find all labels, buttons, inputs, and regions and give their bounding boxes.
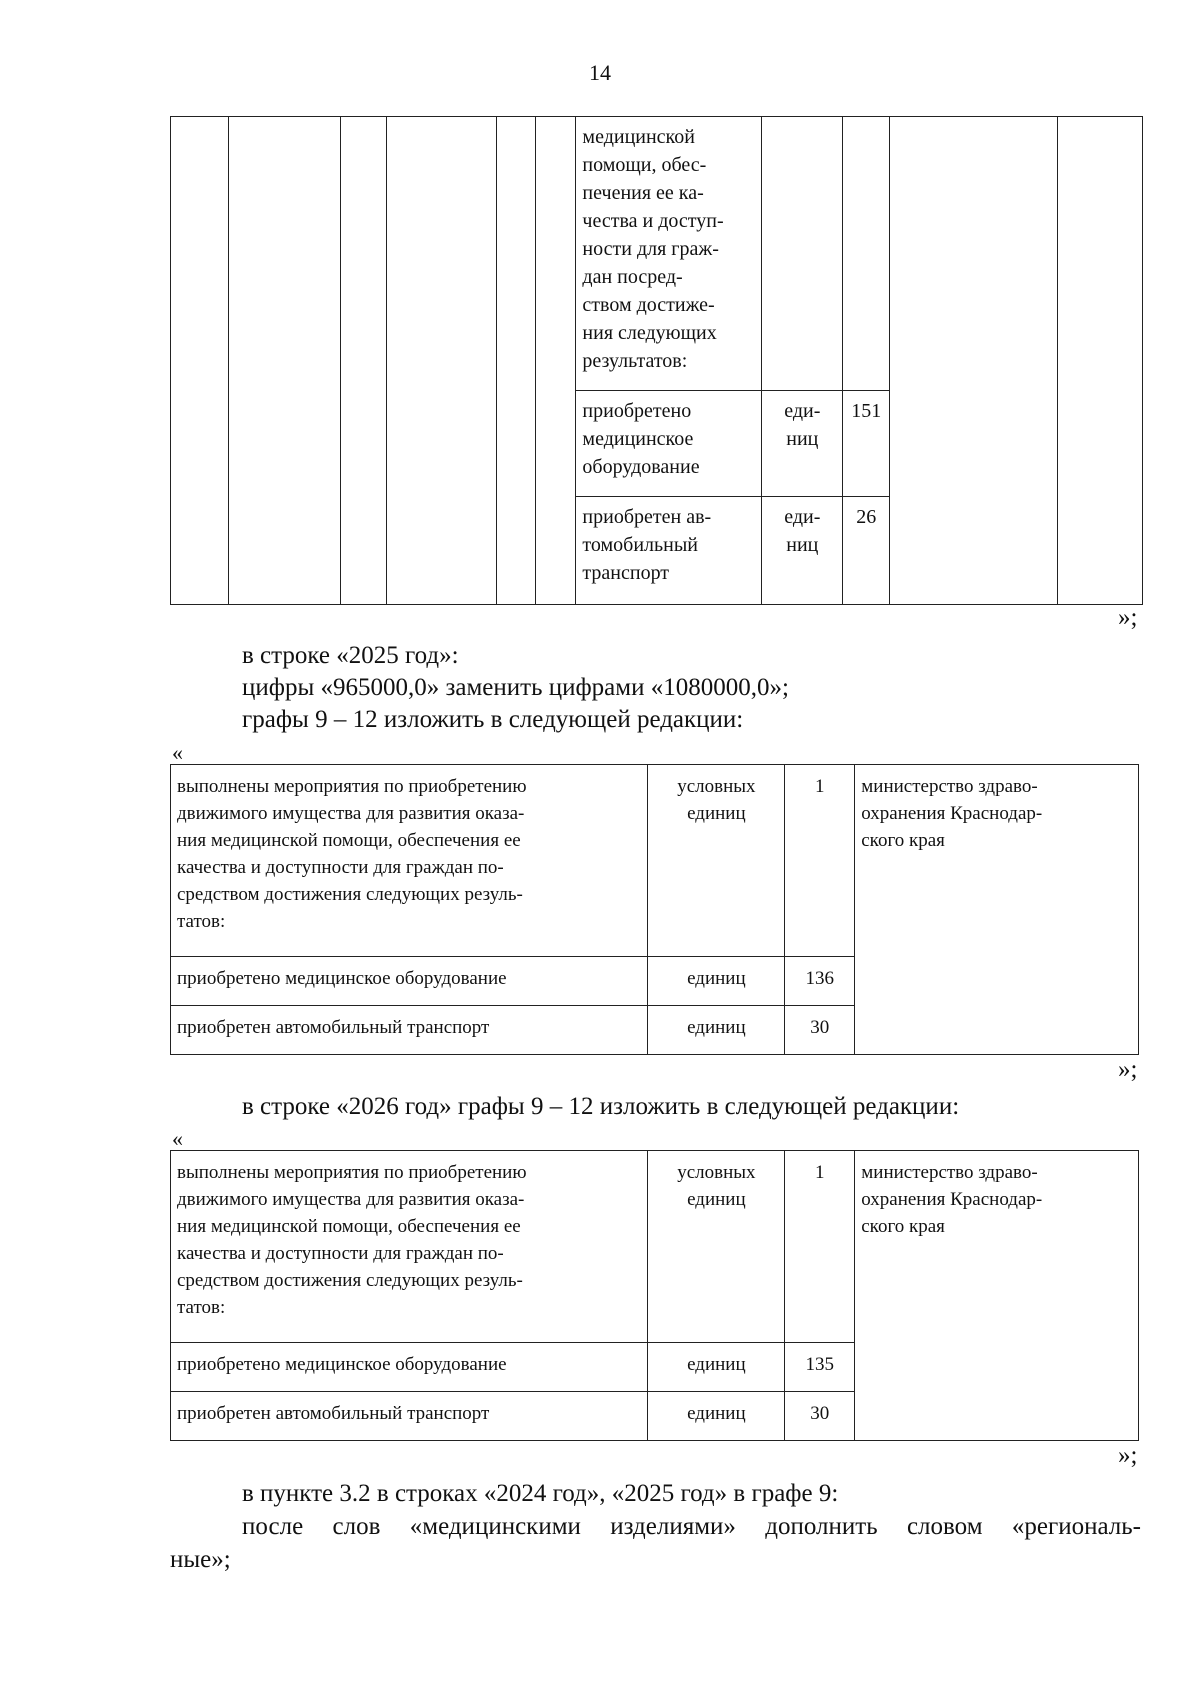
opening-quote: « [172,740,183,765]
table-cell-col3 [340,117,386,605]
row-value: 151 [851,400,882,422]
table-cell-col10 [890,117,1058,605]
row-label: приобретено медицинское оборудование [177,968,507,989]
unit-line: ниц [786,428,819,450]
main-line: качества и доступности для граждан по- [177,857,504,878]
row-label-line: оборудование [582,456,700,478]
table-cell-unit [648,1006,785,1055]
row-value: 30 [810,1403,830,1424]
table-cell-label [576,391,762,497]
executor-line: охранения Краснодар- [861,1189,1043,1210]
table-cell-value-empty [843,117,890,391]
row-label-line: приобретен ав- [582,506,712,528]
table-cell-unit [648,957,785,1006]
intro-line: ством достиже- [582,294,715,316]
executor-line: министерство здраво- [861,776,1038,797]
table-cell-value [843,391,890,497]
intro-line: ности для граж- [582,238,719,260]
table-cell-executor [855,1151,1139,1441]
row-unit: единиц [687,1354,746,1375]
table-cell-col6 [536,117,576,605]
closing-quote: »; [1118,1056,1138,1083]
paragraph-line: в строке «2026 год» графы 9 – 12 изложить в следующей редакции: [242,1093,960,1120]
table-cell-col11 [1058,117,1143,605]
row-value: 30 [810,1017,830,1038]
continuation-table [170,116,1143,605]
executor-line: ского края [861,1216,945,1237]
executor-line: министерство здраво- [861,1162,1038,1183]
row-unit: единиц [687,968,746,989]
paragraph-line: ные»; [170,1546,231,1573]
closing-quote: »; [1118,1442,1138,1469]
row-value: 136 [805,968,835,989]
intro-line: помощи, обес- [582,154,707,176]
opening-quote: « [172,1126,183,1151]
intro-line: медицинской [582,126,695,148]
executor-line: охранения Краснодар- [861,803,1043,824]
main-line: ния медицинской помощи, обеспечения ее [177,830,521,851]
table-cell-value [785,1151,855,1343]
paragraph-line: в строке «2025 год»: [242,642,459,669]
table-cell-unit [648,1151,785,1343]
row-value: 135 [805,1354,835,1375]
table-cell-label [171,1392,648,1441]
main-line: татов: [177,911,226,932]
unit-line: еди- [784,506,821,528]
intro-line: ния следующих [582,322,717,344]
main-line: движимого имущества для развития оказа- [177,803,525,824]
main-line: выполнены мероприятия по приобретению [177,776,527,797]
table-cell-value [843,497,890,605]
table-cell-value [785,1343,855,1392]
table-cell-col5 [496,117,536,605]
table-cell-unit [648,1392,785,1441]
table-cell-col2 [228,117,340,605]
table-cell-value [785,765,855,957]
unit-line: единиц [687,1189,746,1210]
table-cell-executor [855,765,1139,1055]
table-cell-value [785,1006,855,1055]
intro-line: результатов: [582,350,688,372]
page-number: 14 [589,60,611,85]
row-unit: единиц [687,1403,746,1424]
paragraph-line: цифры «965000,0» заменить цифрами «1080000,0»; [242,674,789,701]
table-cell-col4 [386,117,496,605]
table-2025 [170,764,1139,1055]
row-value: 26 [856,506,877,528]
row-label-line: транспорт [582,562,670,584]
main-line: ния медицинской помощи, обеспечения ее [177,1216,521,1237]
intro-line: чества и доступ- [582,210,724,232]
intro-line: дан посред- [582,266,683,288]
main-line: качества и доступности для граждан по- [177,1243,504,1264]
unit-line: условных [677,1162,756,1183]
row-label-line: медицинское [582,428,694,450]
row-label-line: томобильный [582,534,698,556]
row-label: приобретен автомобильный транспорт [177,1017,490,1038]
unit-line: условных [677,776,756,797]
table-cell-label [171,1006,648,1055]
table-cell-col1 [171,117,229,605]
table-cell-unit [648,765,785,957]
table-cell-value [785,957,855,1006]
main-line: выполнены мероприятия по приобретению [177,1162,527,1183]
table-cell-unit [648,1343,785,1392]
table-cell-unit-empty [762,117,843,391]
table-cell-main [171,765,648,957]
table-cell-label [171,1343,648,1392]
main-line: татов: [177,1297,226,1318]
main-value: 1 [815,776,825,797]
table-cell-intro [576,117,762,391]
row-label-line: приобретено [582,400,692,422]
unit-line: единиц [687,803,746,824]
main-line: движимого имущества для развития оказа- [177,1189,525,1210]
table-cell-label [171,957,648,1006]
executor-line: ского края [861,830,945,851]
table-2026 [170,1150,1139,1441]
paragraph-line: графы 9 – 12 изложить в следующей редакции: [242,706,744,733]
closing-quote: »; [1118,604,1138,631]
table-cell-label [576,497,762,605]
paragraph-line: после слов «медицинскими изделиями» дополнить словом «региональ- [242,1513,1141,1540]
table-cell-unit [762,497,843,605]
paragraph-line: в пункте 3.2 в строках «2024 год», «2025 год» в графе 9: [242,1480,839,1507]
row-unit: единиц [687,1017,746,1038]
table-cell-value [785,1392,855,1441]
unit-line: еди- [784,400,821,422]
unit-line: ниц [786,534,819,556]
main-line: средством достижения следующих резуль- [177,884,523,905]
row-label: приобретен автомобильный транспорт [177,1403,490,1424]
intro-line: печения ее ка- [582,182,704,204]
main-line: средством достижения следующих резуль- [177,1270,523,1291]
table-cell-unit [762,391,843,497]
main-value: 1 [815,1162,825,1183]
row-label: приобретено медицинское оборудование [177,1354,507,1375]
table-cell-main [171,1151,648,1343]
